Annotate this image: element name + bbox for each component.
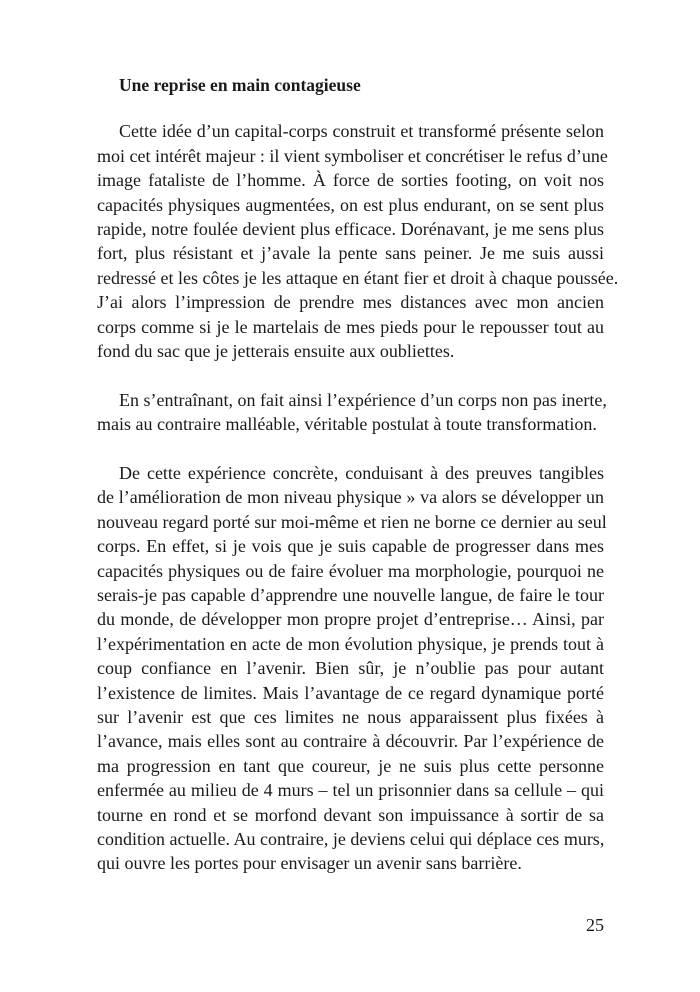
text-line: fond du sac que je jetterais ensuite aux oubliettes. <box>97 340 455 361</box>
text-line: tourne en rond et se morfond devant son impuissance à sortir de sa <box>97 804 604 825</box>
paragraph <box>97 119 619 363</box>
text-line: De cette expérience concrète, conduisant à des preuves tangibles <box>119 463 604 484</box>
text-line: moi cet intérêt majeur : il vient symboliser et concrétiser le refus d’une <box>97 145 608 166</box>
section-title: Une reprise en main contagieuse <box>119 75 361 95</box>
text-line: J’ai alors l’impression de prendre mes distances avec mon ancien <box>97 292 604 313</box>
paragraph <box>97 388 607 437</box>
text-line: qui ouvre les portes pour envisager un avenir sans barrière. <box>97 853 522 874</box>
paragraph <box>97 461 607 876</box>
text-line: sur l’avenir est que ces limites ne nous apparaissent plus fixées à <box>97 707 604 727</box>
text-line: l’expérimentation en acte de mon évolution physique, je prends tout à <box>97 633 604 654</box>
text-line: de l’amélioration de mon niveau physique » va alors se développer un <box>97 487 604 508</box>
text-line: corps comme si je le martelais de mes pieds pour le repousser tout au <box>97 316 604 337</box>
text-line: l’existence de limites. Mais l’avantage de ce regard dynamique porté <box>97 682 604 703</box>
page-number: 25 <box>586 915 604 935</box>
text-line: mais au contraire malléable, véritable postulat à toute transformation. <box>97 414 597 435</box>
text-line: rapide, notre foulée devient plus efficace. Dorénavant, je me sens plus <box>97 218 604 239</box>
text-line: ma progression en tant que coureur, je ne suis plus cette personne <box>97 755 604 776</box>
text-line: redressé et les côtes je les attaque en étant fier et droit à chaque poussée. <box>97 267 619 288</box>
text-line: En s’entraînant, on fait ainsi l’expérience d’un corps non pas inerte, <box>119 389 607 410</box>
body-text <box>97 119 619 875</box>
text-line: corps. En effet, si je vois que je suis capable de progresser dans mes <box>97 536 604 557</box>
text-line: image fataliste de l’homme. À force de sorties footing, on voit nos <box>97 170 604 191</box>
page-content <box>97 73 619 900</box>
text-line: du monde, de développer mon propre projet d’entreprise… Ainsi, par <box>97 609 604 630</box>
text-line: condition actuelle. Au contraire, je deviens celui qui déplace ces murs, <box>97 828 605 849</box>
text-line: Cette idée d’un capital-corps construit et transformé présente selon <box>119 121 604 142</box>
text-line: l’avance, mais elles sont au contraire à découvrir. Par l’expérience de <box>97 731 604 752</box>
text-line: serais-je pas capable d’apprendre une nouvelle langue, de faire le tour <box>97 585 604 606</box>
text-line: enfermée au milieu de 4 murs – tel un prisonnier dans sa cellule – qui <box>97 780 604 801</box>
text-line: coup confiance en l’avenir. Bien sûr, je n’oublie pas pour autant <box>97 658 604 679</box>
text-line: fort, plus résistant et j’avale la pente sans peiner. Je me suis aussi <box>97 243 604 264</box>
text-line: capacités physiques ou de faire évoluer ma morphologie, pourquoi ne <box>97 560 604 581</box>
text-line: capacités physiques augmentées, on est plus endurant, on se sent plus <box>97 194 604 215</box>
text-line: nouveau regard porté sur moi-même et rien ne borne ce dernier au seul <box>97 511 607 532</box>
